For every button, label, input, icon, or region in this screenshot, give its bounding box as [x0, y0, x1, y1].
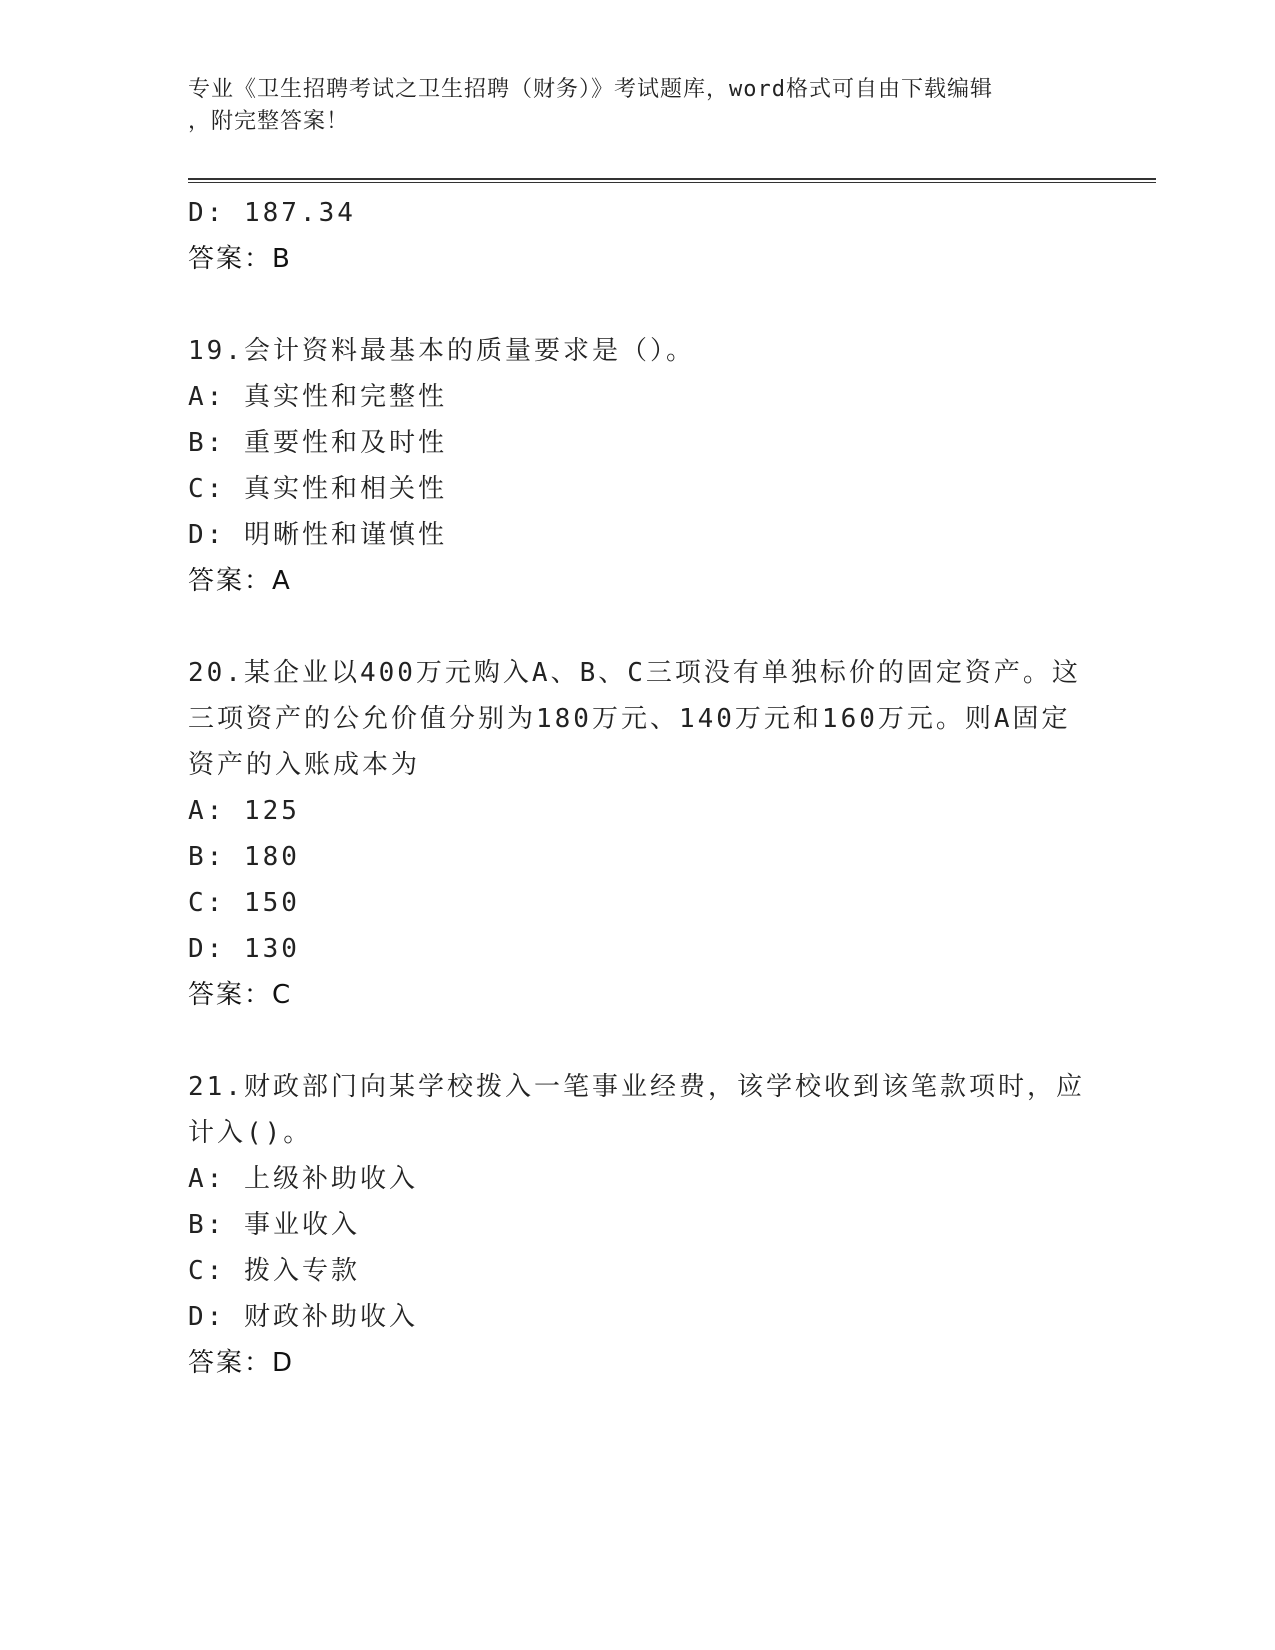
spacer	[188, 604, 1088, 650]
document-header	[188, 74, 1088, 138]
option-a: A: 真实性和完整性	[188, 382, 447, 412]
question-20	[188, 650, 1088, 1018]
previous-question-tail	[188, 190, 1088, 282]
header-title-line-2: ，附完整答案！	[188, 109, 350, 134]
question-stem: 19.会计资料最基本的质量要求是（）。	[188, 336, 695, 366]
spacer	[188, 1018, 1088, 1064]
option-d: D: 130	[188, 934, 300, 964]
option-b: B: 重要性和及时性	[188, 428, 447, 458]
spacer	[188, 282, 1088, 328]
answer-line: 答案：A	[188, 566, 292, 596]
option-d: D: 明晰性和谨慎性	[188, 520, 447, 550]
option-c: C: 拨入专款	[188, 1256, 360, 1286]
question-stem-line-1: 20.某企业以400万元购入A、B、C三项没有单独标价的固定资产。这	[188, 658, 1081, 688]
question-stem-line-3: 资产的入账成本为	[188, 750, 421, 780]
question-19	[188, 328, 1088, 604]
question-stem-line-1: 21.财政部门向某学校拨入一笔事业经费，该学校收到该笔款项时，应	[188, 1072, 1085, 1102]
option-a: A: 125	[188, 796, 300, 826]
question-stem-line-2: 计入()。	[188, 1118, 313, 1148]
answer-line: 答案：D	[188, 1348, 295, 1378]
option-d: D: 财政补助收入	[188, 1302, 418, 1332]
option-c: C: 150	[188, 888, 300, 918]
question-content	[188, 190, 1088, 1386]
option-c: C: 真实性和相关性	[188, 474, 447, 504]
option-a: A: 上级补助收入	[188, 1164, 418, 1194]
header-title-line-1: 专业《卫生招聘考试之卫生招聘（财务）》考试题库，word格式可自由下载编辑	[188, 77, 993, 102]
option-b: B: 事业收入	[188, 1210, 360, 1240]
answer-line: 答案：C	[188, 980, 293, 1010]
question-stem-line-2: 三项资产的公允价值分别为180万元、140万元和160万元。则A固定	[188, 704, 1071, 734]
question-21	[188, 1064, 1088, 1386]
header-divider	[188, 178, 1156, 183]
answer-line: 答案：B	[188, 244, 292, 274]
option-d: D: 187.34	[188, 198, 356, 228]
option-b: B: 180	[188, 842, 300, 872]
